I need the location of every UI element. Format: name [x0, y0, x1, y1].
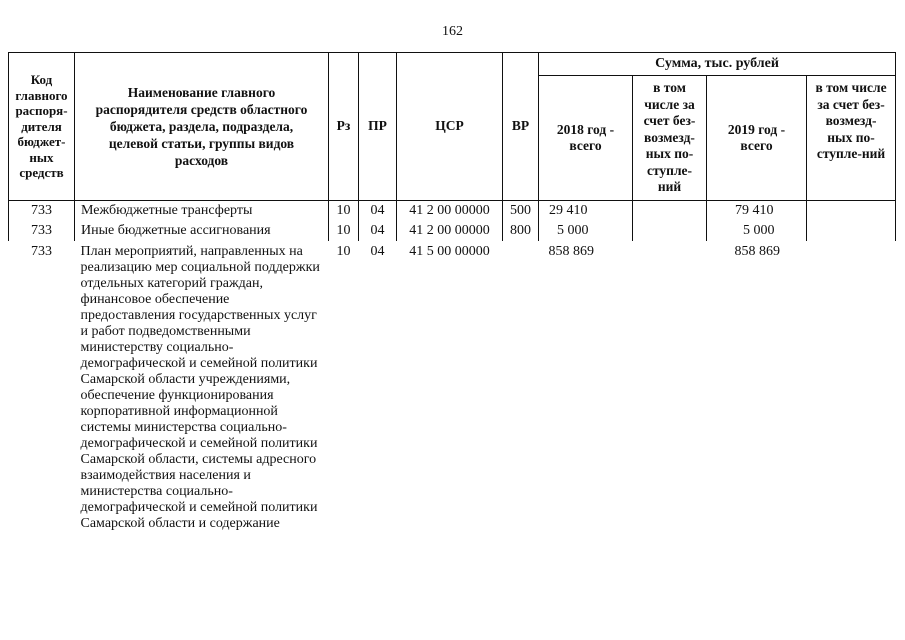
header-2018-total: 2018 год - всего — [539, 76, 633, 201]
cell-2018-free — [633, 241, 707, 533]
table-row — [9, 200, 896, 220]
cell-2018-free — [633, 200, 707, 220]
table-row — [9, 241, 896, 533]
cell-2019-total: 79 410 — [707, 200, 807, 220]
cell-rz: 10 — [329, 200, 359, 220]
cell-2019-free — [807, 200, 896, 220]
cell-name: Иные бюджетные ассигнования — [75, 220, 329, 241]
cell-vr: 800 — [503, 220, 539, 241]
cell-2019-total: 5 000 — [707, 220, 807, 241]
cell-rz: 10 — [336, 243, 351, 259]
cell-2018-free — [633, 220, 707, 241]
page-number: 162 — [442, 24, 463, 39]
cell-csr: 41 2 00 00000 — [397, 220, 503, 241]
cell-code: 733 — [9, 200, 75, 220]
cell-pr: 04 — [359, 220, 397, 241]
cell-pr: 04 — [359, 200, 397, 220]
cell-2018-total: 29 410 — [539, 200, 633, 220]
cell-csr: 41 5 00 00000 — [409, 243, 490, 259]
header-vr: ВР — [503, 53, 539, 201]
cell-rz: 10 — [329, 220, 359, 241]
cell-csr: 41 2 00 00000 — [397, 200, 503, 220]
header-pr: ПР — [359, 53, 397, 201]
header-2018-free: в том числе за счет без-возмезд-ных по-ступле-ний — [633, 76, 707, 201]
header-2019-free: в том числе за счет без-возмезд-ных по-ступле-ний — [807, 76, 896, 201]
cell-name: Межбюджетные трансферты — [75, 200, 329, 220]
cell-pr: 04 — [370, 243, 385, 259]
table-row — [9, 220, 896, 241]
cell-2018-total: 858 869 — [548, 243, 594, 259]
table-header — [9, 53, 896, 201]
header-rz: Рз — [329, 53, 359, 201]
header-sum-group: Сумма, тыс. рублей — [539, 53, 896, 76]
cell-2019-total: 858 869 — [734, 243, 780, 259]
cell-vr: 500 — [503, 200, 539, 220]
budget-table — [8, 52, 896, 533]
header-name: Наименование главного распорядителя средств областного бюджета, раздела, подраздела, целевой статьи, группы видов расходов — [75, 53, 329, 201]
cell-2018-total: 5 000 — [539, 220, 633, 241]
header-2019-total: 2019 год - всего — [707, 76, 807, 201]
cell-name: План мероприятий, направленных на реализацию мер социальной поддержки отдельных категорий граждан, финансовое обеспечение предоставления государственных услуг и работ подведомственными министерству социально-демографической и семейной политики Самарской области учреждениями, обеспечение функционирования корпоративной информационной системы министерства социально-демографической и семейной политики Самарской области, системы адресного взаимодействия населения и министерства социально-демографической и семейной политики Самарской области и содержание — [80, 243, 320, 531]
cell-code: 733 — [31, 243, 52, 259]
header-csr: ЦСР — [397, 53, 503, 201]
header-code: Код главного распоря-дителя бюджет-ных средств — [9, 53, 75, 201]
cell-2019-free — [807, 241, 896, 533]
cell-code: 733 — [9, 220, 75, 241]
cell-vr — [503, 241, 539, 533]
cell-2019-free — [807, 220, 896, 241]
